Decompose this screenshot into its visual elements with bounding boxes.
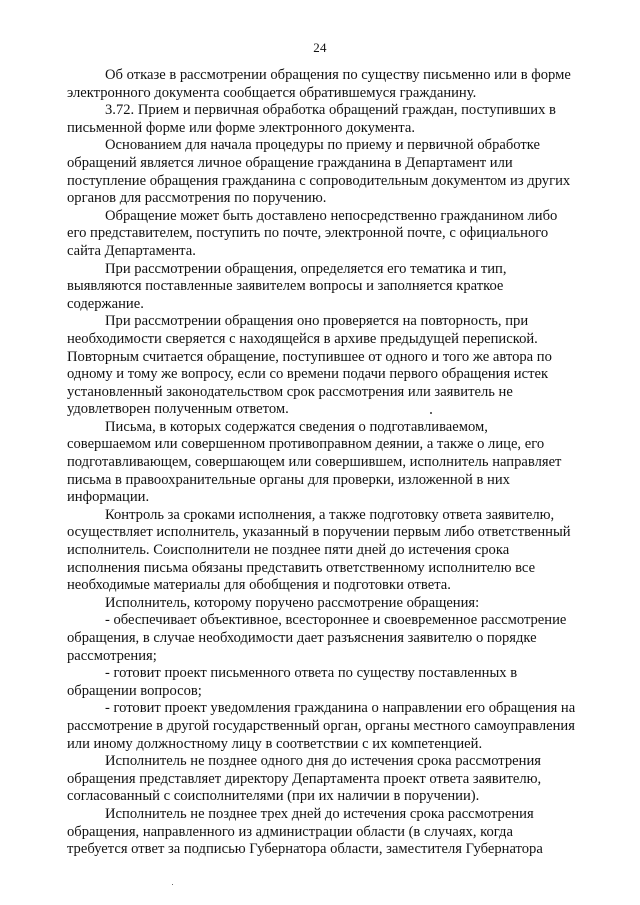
list-item-review: - обеспечивает объективное, всестороннее и своевременное рассмотрение обращения, в случае необходимости дает разъяснения заявителю о порядке рассмотрения; — [67, 612, 567, 664]
paragraph-one-day: Исполнитель не позднее одного дня до истечения срока рассмотрения обращения представляет директору Департамента проект ответа заявителю, согласованный с соисполнителями (при их наличии в поручении). — [67, 753, 542, 805]
paragraph-law-enforcement: Письма, в которых содержатся сведения о подготавливаемом, совершаемом или совершенном противоправном деянии, а также о лице, его подготавливающем, совершающем или совершившем, исполнитель направляет письма в правоохранительные органы для проверки, изложенной в них информации. — [67, 418, 562, 506]
list-item-draft-answer: - готовит проект письменного ответа по существу поставленных в обращении вопросов; — [67, 665, 518, 699]
document-body — [67, 67, 597, 859]
paragraph-section-3-72: 3.72. Прием и первичная обработка обращений граждан, поступивших в письменной форме или форме электронного документа. — [67, 102, 556, 136]
paragraph-repeat-check: При рассмотрении обращения оно проверяется на повторность, при необходимости сверяется с находящейся в архиве предыдущей перепиской. Повторным считается обращение, поступившее от одного и того же автора по одному и тому же вопросу, если со времени подачи первого обращения истек установленный законодательством срок рассмотрения или заявитель не удовлетворен полученным ответом. — [67, 313, 552, 418]
paragraph-delivery: Обращение может быть доставлено непосредственно гражданином либо его представителем, поступить по почте, электронной почте, с официального сайта Департамента. — [67, 207, 558, 259]
scan-speck — [172, 884, 173, 885]
paragraph-refusal-notice: Об отказе в рассмотрении обращения по существу письменно или в форме электронного документа сообщается обратившемуся гражданину. — [67, 67, 571, 101]
paragraph-grounds: Основанием для начала процедуры по приему и первичной обработке обращений является личное обращение гражданина в Департамент или поступление обращения гражданина с сопроводительным документом из других органов для рассмотрения по поручению. — [67, 137, 571, 207]
paragraph-three-days: Исполнитель не позднее трех дней до истечения срока рассмотрения обращения, направленного из администрации области (в случаях, когда требуется ответ за подписью Губернатора области, заместителя Губернатора — [67, 805, 543, 858]
page-number: 24 — [313, 40, 327, 55]
paragraph-deadline-control: Контроль за сроками исполнения, а также подготовку ответа заявителю, осуществляет исполнитель, указанный в поручении первым либо ответственный исполнитель. Соисполнители не позднее пяти дней до истечения срока исполнения письма обязаны представить ответственному исполнителю все необходимые материалы для обобщения и подготовки ответа. — [67, 506, 571, 594]
scan-speck — [430, 412, 432, 414]
paragraph-executor-intro: Исполнитель, которому поручено рассмотрение обращения: — [105, 594, 480, 611]
paragraph-topic: При рассмотрении обращения, определяется его тематика и тип, выявляются поставленные заявителем вопросы и заполняется краткое содержание. — [67, 260, 507, 312]
list-item-draft-notice: - готовит проект уведомления гражданина о направлении его обращения на рассмотрение в другой государственный орган, органы местного самоуправления или иному должностному лицу в соответствии с их компетенцией. — [67, 700, 576, 752]
